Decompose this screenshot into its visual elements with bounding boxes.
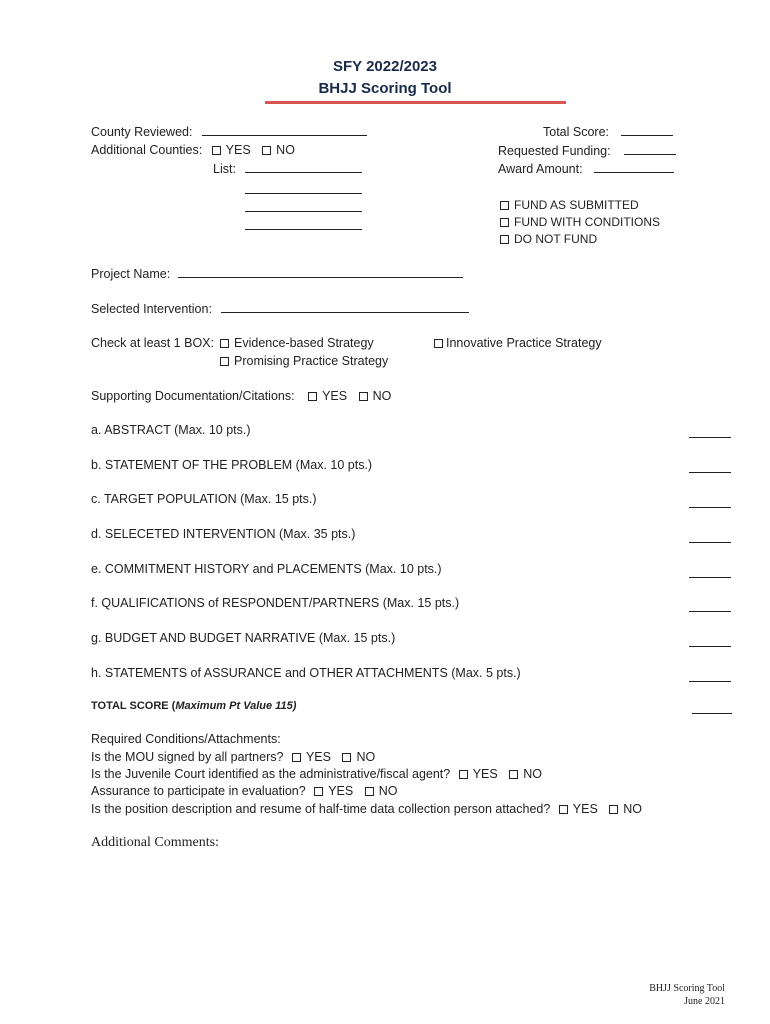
total-score-row: Total Score: [543, 124, 673, 139]
score-field-abstract[interactable] [689, 436, 731, 438]
position-description-no-checkbox[interactable] [609, 805, 618, 814]
mou-no-checkbox[interactable] [342, 753, 351, 762]
list-field-4[interactable] [245, 218, 362, 230]
evidence-based-checkbox[interactable] [220, 339, 229, 348]
conditions-heading: Required Conditions/Attachments: [91, 732, 281, 746]
check-box-label: Check at least 1 BOX: [91, 336, 214, 350]
page-title: SFY 2022/2023 [333, 58, 437, 75]
supporting-docs-no-checkbox[interactable] [359, 392, 368, 401]
position-description-yes-checkbox[interactable] [559, 805, 568, 814]
additional-counties-row: Additional Counties: YES NO [91, 143, 295, 157]
condition-juvenile-court-row: Is the Juvenile Court identified as the administrative/fiscal agent? YES NO [91, 767, 542, 781]
do-not-fund-checkbox[interactable] [500, 235, 509, 244]
list-field-2[interactable] [245, 182, 362, 194]
selected-intervention-field[interactable] [221, 301, 469, 313]
innovative-practice-checkbox[interactable] [434, 339, 443, 348]
requested-funding-field[interactable] [624, 143, 676, 155]
title-divider [265, 101, 566, 104]
criterion-selected-intervention: d. SELECETED INTERVENTION (Max. 35 pts.) [91, 527, 356, 541]
evaluation-yes-checkbox[interactable] [314, 787, 323, 796]
fund-with-conditions-checkbox[interactable] [500, 218, 509, 227]
fund-as-submitted-option[interactable]: FUND AS SUBMITTED [500, 198, 639, 212]
page-subtitle: BHJJ Scoring Tool [318, 80, 452, 97]
condition-position-description-row: Is the position description and resume of half-time data collection person attached? YES NO [91, 802, 643, 816]
score-field-budget[interactable] [689, 645, 731, 647]
criterion-statement-of-problem: b. STATEMENT OF THE PROBLEM (Max. 10 pts.) [91, 458, 373, 472]
score-field-statements-of-assurance[interactable] [689, 680, 731, 682]
award-amount-row: Award Amount: [498, 161, 674, 176]
list-field-3[interactable] [245, 200, 362, 212]
supporting-docs-yes-checkbox[interactable] [308, 392, 317, 401]
project-name-field[interactable] [178, 266, 463, 278]
criterion-budget: g. BUDGET AND BUDGET NARRATIVE (Max. 15 pts.) [91, 631, 396, 645]
criterion-abstract: a. ABSTRACT (Max. 10 pts.) [91, 423, 251, 437]
do-not-fund-option[interactable]: DO NOT FUND [500, 232, 597, 246]
score-field-selected-intervention[interactable] [689, 541, 731, 543]
juvenile-court-no-checkbox[interactable] [509, 770, 518, 779]
condition-mou-row: Is the MOU signed by all partners? YES NO [91, 750, 376, 764]
criterion-commitment-history: e. COMMITMENT HISTORY and PLACEMENTS (Max. 10 pts.) [91, 562, 442, 576]
supporting-docs-row: Supporting Documentation/Citations: YES NO [91, 389, 392, 403]
score-field-statement-of-problem[interactable] [689, 471, 731, 473]
total-score-label: TOTAL SCORE (Maximum Pt Value 115) [91, 700, 297, 712]
criterion-statements-of-assurance: h. STATEMENTS of ASSURANCE and OTHER ATTACHMENTS (Max. 5 pts.) [91, 666, 521, 680]
score-field-qualifications[interactable] [689, 610, 731, 612]
footer-title: BHJJ Scoring Tool [649, 983, 725, 994]
criterion-target-population: c. TARGET POPULATION (Max. 15 pts.) [91, 492, 317, 506]
fund-with-conditions-option[interactable]: FUND WITH CONDITIONS [500, 215, 660, 229]
requested-funding-row: Requested Funding: [498, 143, 676, 158]
county-reviewed-field[interactable] [202, 124, 367, 136]
total-score-field[interactable] [621, 124, 673, 136]
criterion-qualifications: f. QUALIFICATIONS of RESPONDENT/PARTNERS (Max. 15 pts.) [91, 596, 460, 610]
project-name-row: Project Name: [91, 266, 463, 281]
evaluation-no-checkbox[interactable] [365, 787, 374, 796]
footer-date: June 2021 [684, 996, 725, 1007]
fund-as-submitted-checkbox[interactable] [500, 201, 509, 210]
list-row: List: [213, 161, 362, 176]
score-field-target-population[interactable] [689, 506, 731, 508]
additional-comments-label: Additional Comments: [91, 835, 219, 850]
award-amount-field[interactable] [594, 161, 674, 173]
mou-yes-checkbox[interactable] [292, 753, 301, 762]
juvenile-court-yes-checkbox[interactable] [459, 770, 468, 779]
innovative-practice-option[interactable]: Innovative Practice Strategy [434, 336, 602, 350]
score-field-commitment-history[interactable] [689, 576, 731, 578]
county-reviewed-row: County Reviewed: [91, 124, 367, 139]
evidence-based-option[interactable]: Evidence-based Strategy [220, 336, 374, 350]
list-field-1[interactable] [245, 161, 362, 173]
promising-practice-option[interactable]: Promising Practice Strategy [220, 354, 388, 368]
additional-counties-no-checkbox[interactable] [262, 146, 271, 155]
total-score-result-field[interactable] [692, 712, 732, 714]
additional-counties-yes-checkbox[interactable] [212, 146, 221, 155]
promising-practice-checkbox[interactable] [220, 357, 229, 366]
condition-evaluation-row: Assurance to participate in evaluation? YES NO [91, 784, 398, 798]
selected-intervention-row: Selected Intervention: [91, 301, 469, 316]
